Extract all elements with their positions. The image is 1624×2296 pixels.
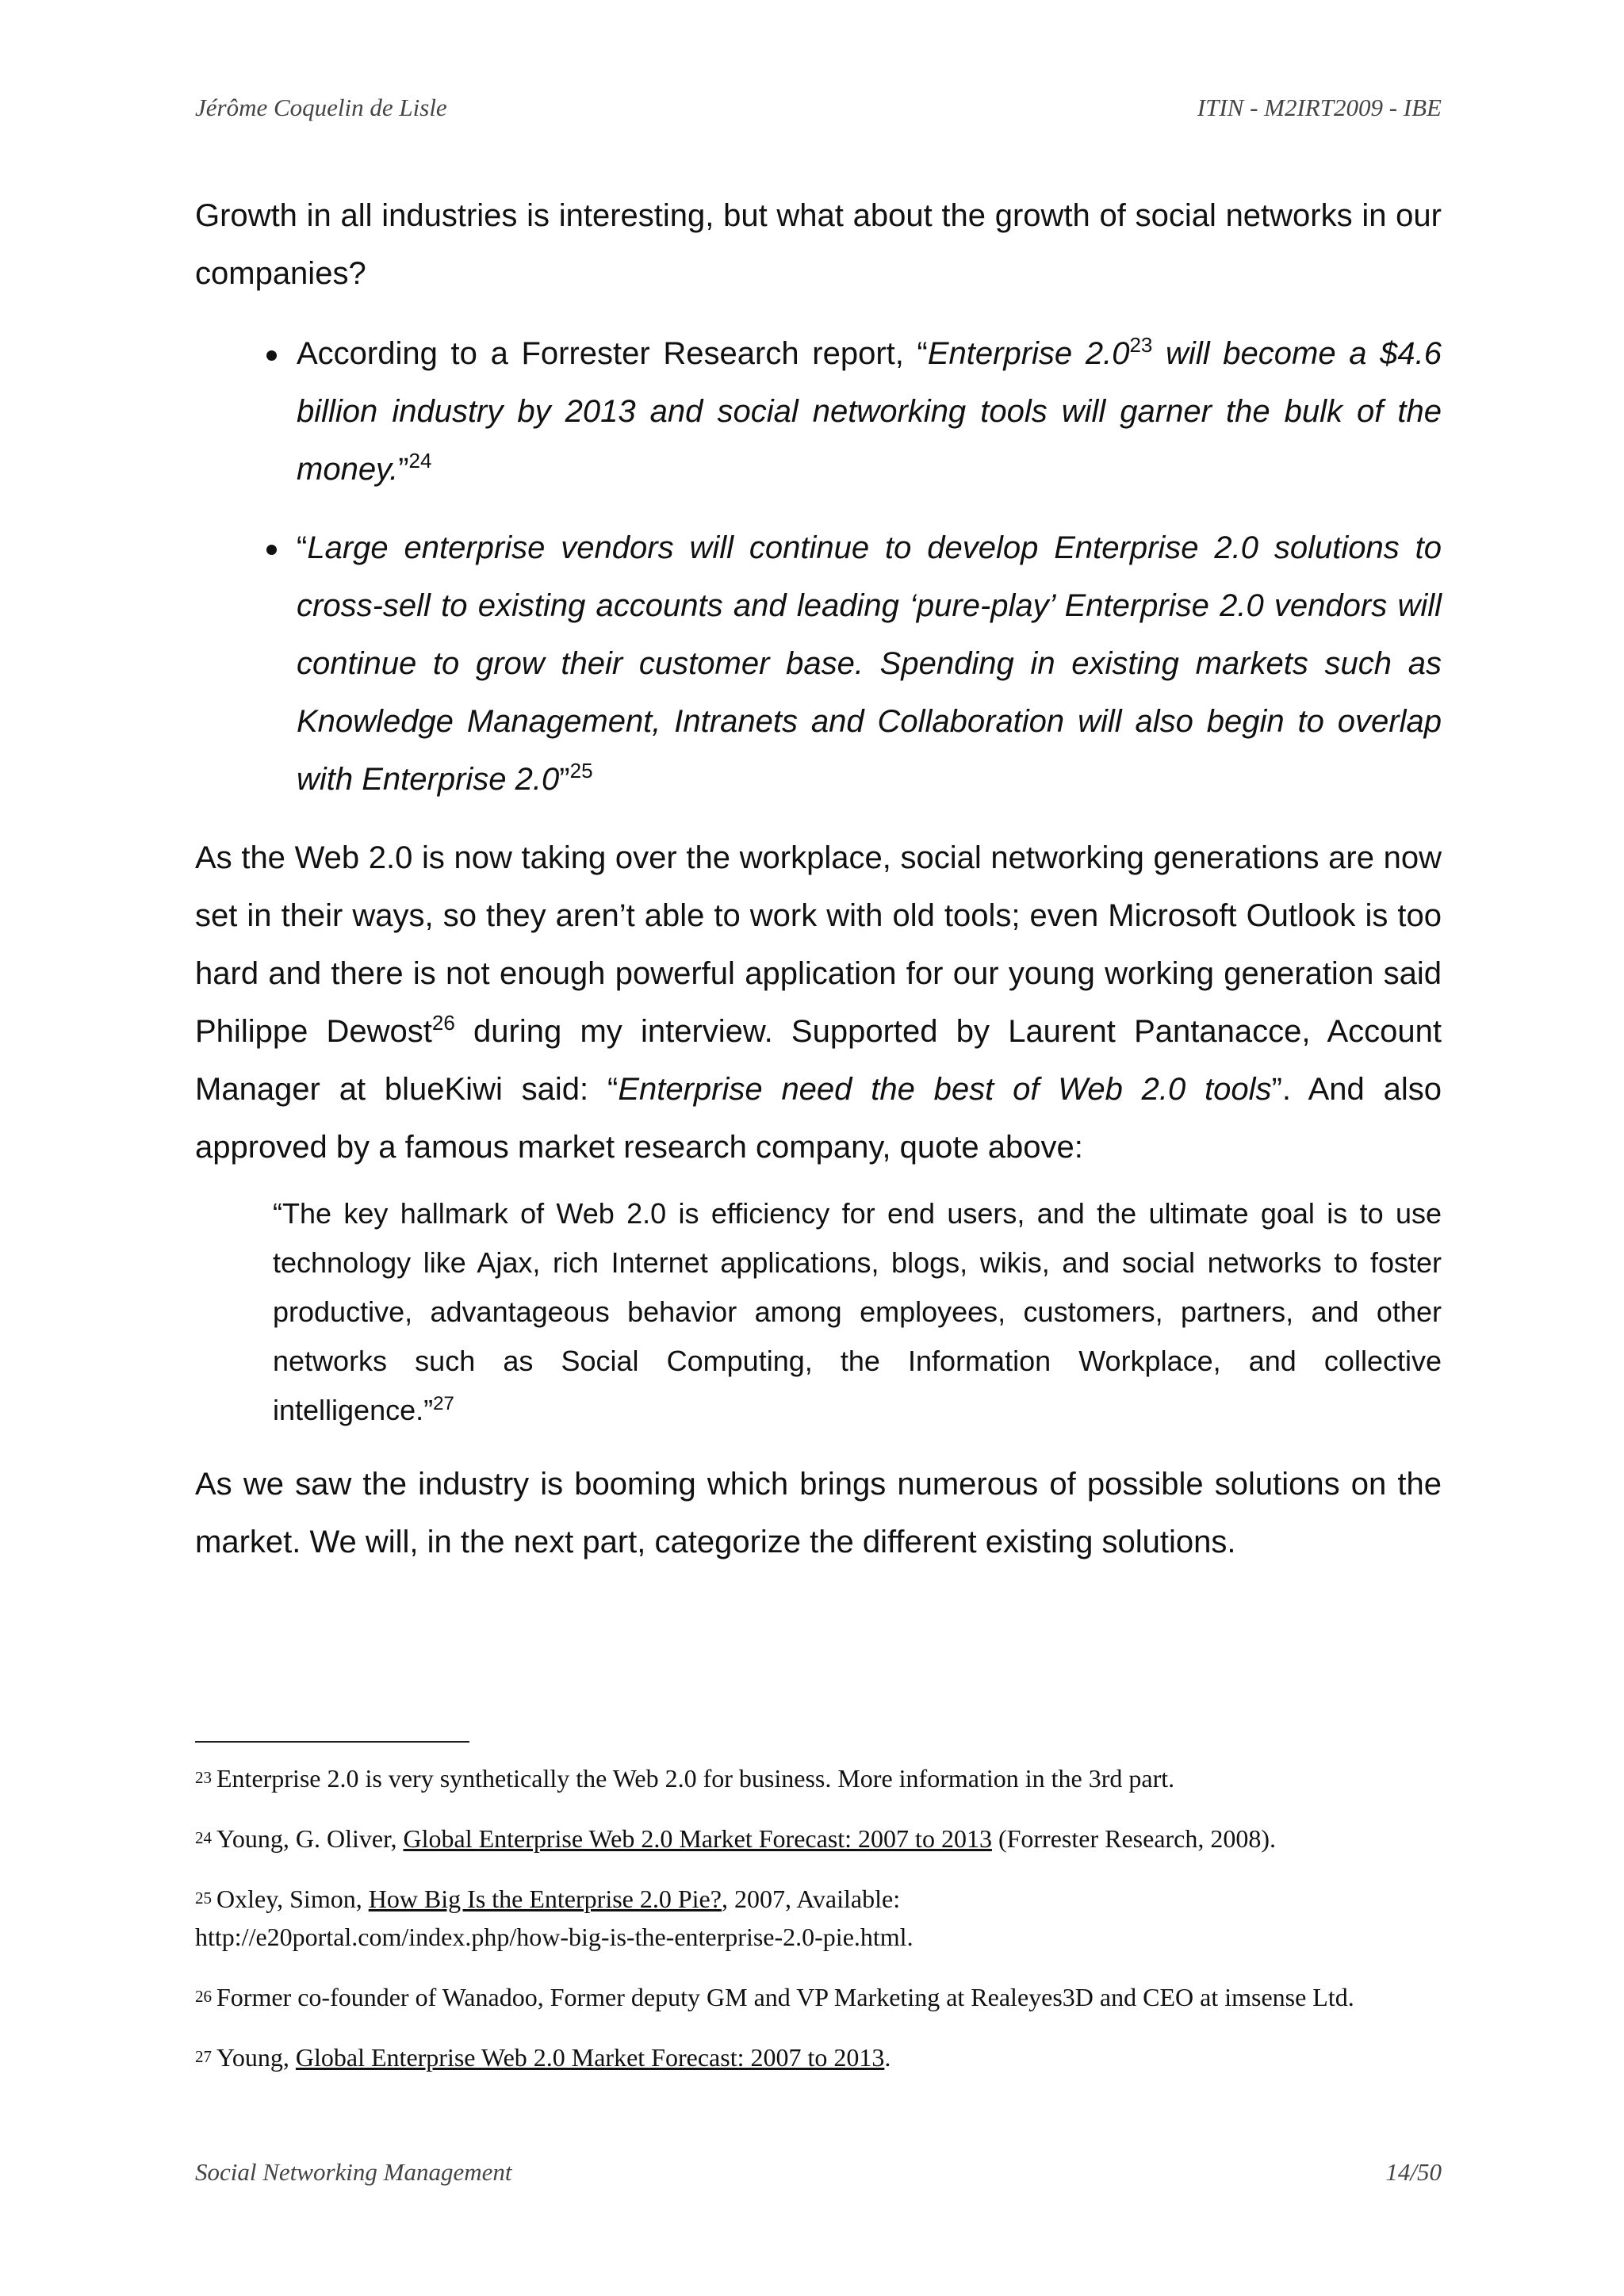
footnote-ref-25[interactable]: 25	[569, 759, 593, 783]
footnote-27: 27 Young, Global Enterprise Web 2.0 Market Forecast: 2007 to 2013.	[195, 2043, 891, 2072]
footnote-ref-23[interactable]: 23	[1129, 333, 1153, 357]
footnote-26: 26 Former co-founder of Wanadoo, Former deputy GM and VP Marketing at Realeyes3D and CEO at imsense Ltd.	[195, 1983, 1354, 2011]
header-author: Jérôme Coquelin de Lisle	[195, 94, 447, 121]
bullet-forrester: According to a Forrester Research report, “Enterprise $2.0^{23}$ will become a $4.6 billion industry by 2013 and social networking tools will garner the bulk of the money.”$^{24}$	[297, 325, 1442, 499]
footnote-ref-26[interactable]: 26	[431, 1011, 455, 1035]
footnotes	[195, 1758, 1442, 2098]
footnote-23: 23 Enterprise 2.0 is very synthetically the Web 2.0 for business. More information in the 3rd part.	[195, 1764, 1175, 1793]
footnote-ref-24[interactable]: 24	[408, 449, 432, 473]
quote-bullets	[195, 325, 1442, 809]
footnote-ref-27[interactable]: 27	[433, 1393, 454, 1414]
footnote-24: 24 Young, G. Oliver, Global Enterprise Web 2.0 Market Forecast: 2007 to 2013 (Forrester Research, 2008).	[195, 1824, 1277, 1853]
bullet-dot-icon	[266, 350, 277, 361]
footnote-25-link[interactable]: How Big Is the Enterprise 2.0 Pie?	[368, 1885, 722, 1913]
conclusion-paragraph: As we saw the industry is booming which brings numerous of possible solutions on the market. We will, in the next part, categorize the different existing solutions.	[195, 1467, 1442, 1559]
footnote-25: 25 Oxley, Simon, How Big Is the Enterprise 2.0 Pie?, 2007, Available: http://e20portal.com/index.php/how-big-is-the-enterprise-2.0-pie.html.	[195, 1885, 914, 1951]
main-content	[195, 187, 1442, 1571]
intro-paragraph: Growth in all industries is interesting, but what about the growth of social networks in our companies?	[195, 198, 1442, 291]
footnote-24-link[interactable]: Global Enterprise Web 2.0 Market Forecast: 2007 to 2013	[403, 1824, 992, 1853]
block-quote: “The key hallmark of Web 2.0 is efficiency for end users, and the ultimate goal is to use technology like Ajax, rich Internet applications, blogs, wikis, and social networks to foster productive, advantageous behavior among employees, customers, partners, and other networks such as Social Computing, the Information Workplace, and collective intelligence.”$^{27}$	[273, 1197, 1442, 1426]
footnote-27-link[interactable]: Global Enterprise Web 2.0 Market Forecast: 2007 to 2013	[295, 2043, 885, 2072]
header-course: ITIN - M2IRT2009 - IBE	[1197, 94, 1442, 121]
page-number: 14/50	[1385, 2158, 1442, 2186]
page-footer	[195, 2158, 1442, 2187]
bullet-dot-icon	[266, 545, 277, 555]
web20-paragraph: As the Web 2.0 is now taking over the workplace, social networking generations are now set in their ways, so they aren’t able to work with old tools; even Microsoft Outlook is too hard and there is not enough powerful application for our young working generation said Philippe Dewost$^{26}$ during my interview. Supported by Laurent Pantanacce, Account Manager at blueKiwi said: “Enterprise need the best of Web 2.0 tools”. And also approved by a famous market research company, quote above:	[195, 840, 1442, 1165]
footnote-divider	[195, 1741, 469, 1743]
bullet-vendors: “Large enterprise vendors will continue to develop Enterprise 2.0 solutions to cross-sell to existing accounts and leading ‘pure-play’ Enterprise 2.0 vendors will continue to grow their customer base. Spending in existing markets such as Knowledge Management, Intranets and Collaboration will also begin to overlap with Enterprise 2.0”$^{25}$	[297, 519, 1442, 809]
page-header	[195, 94, 1442, 122]
footer-title: Social Networking Management	[195, 2158, 512, 2186]
footnote-25-url[interactable]: http://e20portal.com/index.php/how-big-is-the-enterprise-2.0-pie.html.	[195, 1923, 914, 1951]
